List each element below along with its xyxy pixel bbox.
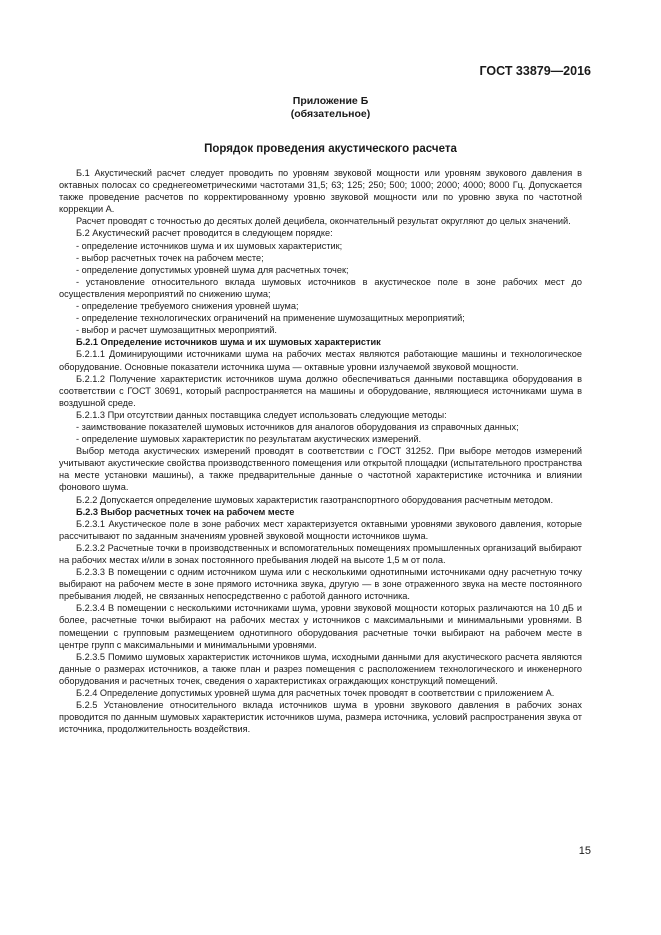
list-item: - определение требуемого снижения уровней шума; [76,301,299,312]
paragraph-b231: Б.2.3.1 Акустическое поле в зоне рабочих мест характеризуется октавными уровнями звукового давления, которые рассчитывают по заданным значениям уровней звуковой мощности источников шума. [59,518,582,541]
list-item: - определение технологических ограничений на применение шумозащитных мероприятий; [76,313,465,324]
paragraph-rounding: Расчет проводят с точностью до десятых долей децибела, окончательный результат округляют до целых значений. [76,216,571,227]
list-item: - определение шумовых характеристик по результатам акустических измерений. [76,434,422,445]
paragraph-b233: Б.2.3.3 В помещении с одним источником шума или с несколькими однотипными источниками одну расчетную точку выбирают на рабочем месте в зоне прямого источника звука, другую — в зоне отраженного звука на месте постоянного пребывания людей, не связанных непосредственно с работой данного источника. [59,567,582,602]
paragraph-b232: Б.2.3.2 Расчетные точки в производственных и вспомогательных помещениях промышленных организаций выбирают на рабочих местах и/или в зонах постоянного пребывания людей на высоте 1,5 м от пола. [59,542,582,565]
subsection-heading-b23: Б.2.3 Выбор расчетных точек на рабочем месте [76,506,295,517]
subsection-heading-b21: Б.2.1 Определение источников шума и их шумовых характеристик [76,337,381,348]
paragraph-b235: Б.2.3.5 Помимо шумовых характеристик источников шума, исходными данными для акустического расчета являются данные о размерах источников, а также план и разрез помещения с расположением технологического и инженерного оборудования и расчетных точек, сведения о характеристиках ограждающих конструкций помещений. [59,651,582,686]
paragraph-measurement-method: Выбор метода акустических измерений проводят в соответствии с ГОСТ 31252. При выборе методов измерений учитывают акустические свойства производственного помещения или открытой площадки (испытательного пространства на месте установки машины), а также предварительные данные о частотной характеристике источника и влиянии фонового шума. [59,446,582,493]
list-item: - заимствование показателей шумовых источников для аналогов оборудования из справочных данных; [76,421,519,432]
page-number: 15 [578,845,591,857]
appendix-heading [0,95,661,121]
paragraph-b2: Б.2 Акустический расчет проводится в следующем порядке: [76,228,333,239]
standard-number: ГОСТ 33879—2016 [479,64,591,78]
paragraph-b213: Б.2.1.3 При отсутствии данных поставщика следует использовать следующие методы: [76,409,447,420]
body-text [59,167,582,735]
section-title: Порядок проведения акустического расчета [204,143,457,155]
list-item: - определение источников шума и их шумовых характеристик; [76,240,343,251]
paragraph-b1: Б.1 Акустический расчет следует проводить по уровням звуковой мощности или уровням звукового давления в октавных полосах со среднегеометрическими частотами 31,5; 63; 125; 250; 500; 1000; 2000; 4000; 8000 Гц. Допускается также проведение расчетов по корректированному уровню звуковой мощности или по уровню звука по частотной коррекции А. [59,168,582,215]
paragraph-b211: Б.2.1.1 Доминирующими источниками шума на рабочих местах являются работающие машины и технологическое оборудование. Основные показатели источника шума — октавные уровни излучаемой звуковой мощности. [59,349,582,372]
list-item: - выбор расчетных точек на рабочем месте; [76,252,264,263]
list-item: - установление относительного вклада шумовых источников в акустическое поле в зоне рабочих мест до осуществления мероприятий по снижению шума; [59,276,582,299]
paragraph-b22: Б.2.2 Допускается определение шумовых характеристик газотранспортного оборудования расчетным методом. [76,494,554,505]
paragraph-b234: Б.2.3.4 В помещении с несколькими источниками шума, уровни звуковой мощности которых различаются на 10 дБ и более, расчетные точки выбирают на рабочих местах у источников с максимальными и минимальными уровнями. В помещении с групповым размещением однотипного оборудования расчетные точки выбирают на рабочем месте в центре групп с максимальными и минимальными уровнями. [59,603,582,650]
paragraph-b212: Б.2.1.2 Получение характеристик источников шума должно обеспечиваться данными поставщика оборудования в соответствии с ГОСТ 30691, который распространяется на машины и оборудование, являющиеся источниками шума в воздушной среде. [59,373,582,408]
appendix-subtitle: (обязательное) [290,108,371,120]
list-item: - определение допустимых уровней шума для расчетных точек; [76,264,349,275]
appendix-title: Приложение Б [292,95,369,107]
paragraph-b25: Б.2.5 Установление относительного вклада источников шума в уровни звукового давления в рабочих зонах проводится по данным шумовых характеристик источников шума, размера источника, условий распространения звука от источника, продолжительность воздействия. [59,700,582,735]
list-item: - выбор и расчет шумозащитных мероприятий. [76,325,277,336]
paragraph-b24: Б.2.4 Определение допустимых уровней шума для расчетных точек проводят в соответствии с приложением А. [76,688,555,699]
